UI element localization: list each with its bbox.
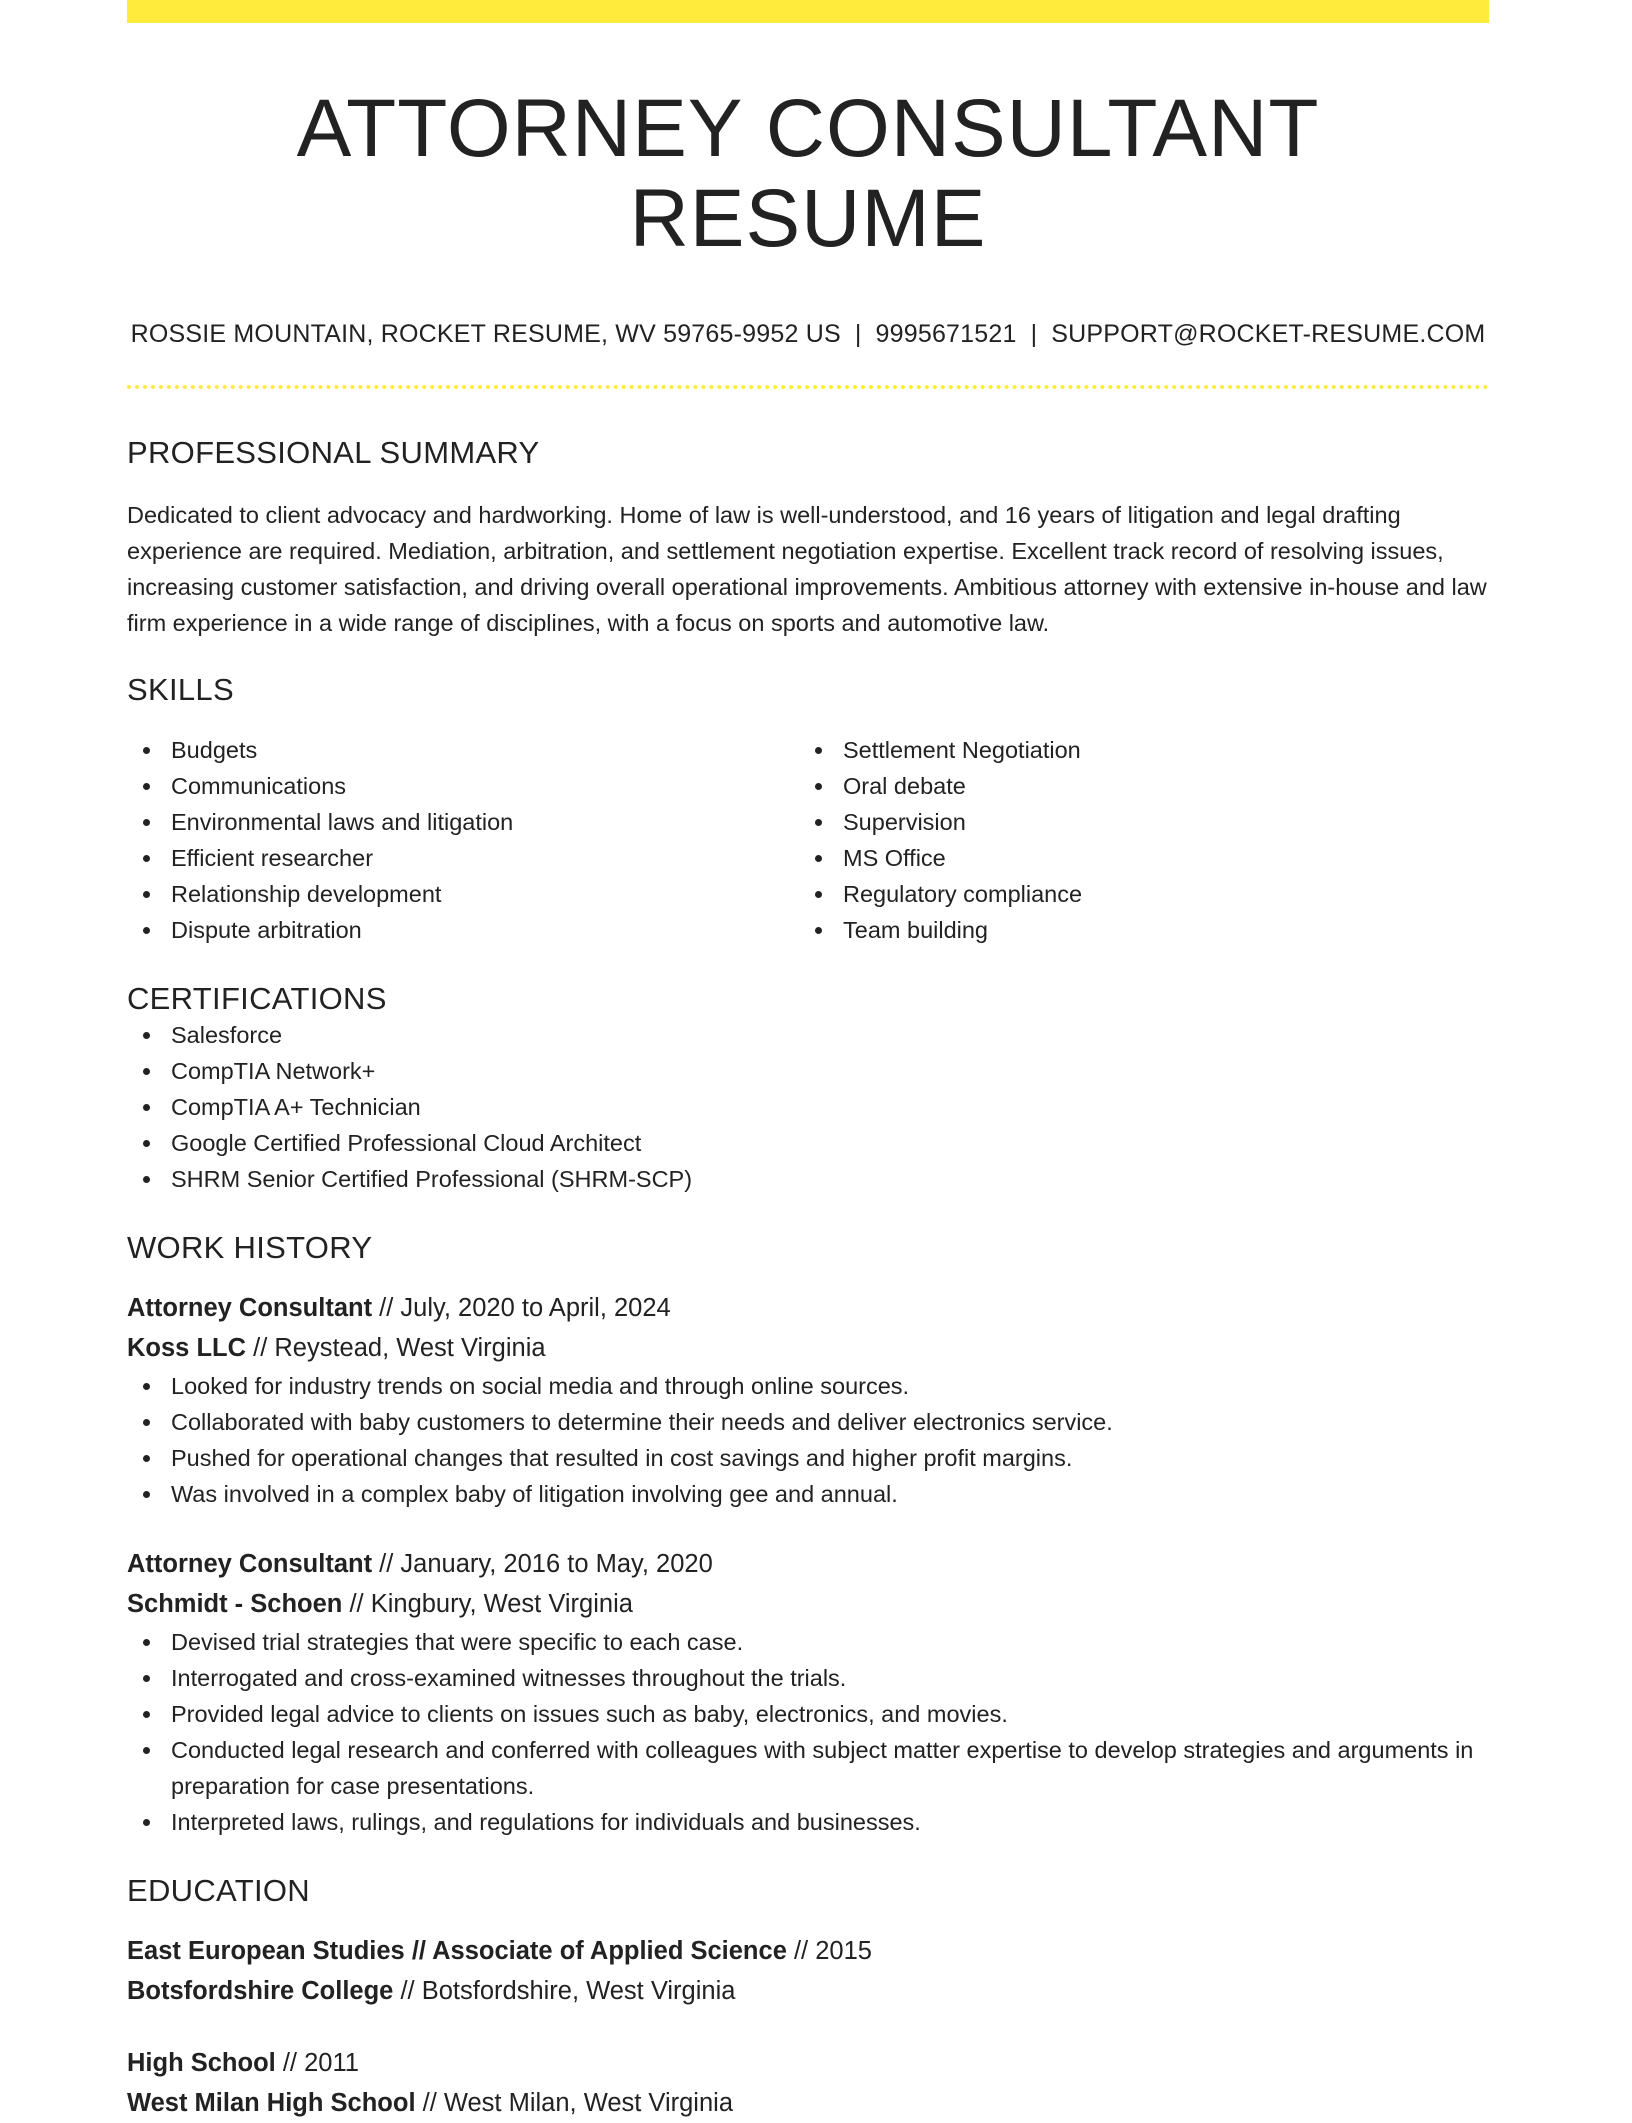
certification-item: CompTIA A+ Technician xyxy=(127,1089,1489,1125)
education-degree: High School xyxy=(127,2049,276,2078)
education-year: // 2015 xyxy=(793,1937,872,1966)
certifications-heading: CERTIFICATIONS xyxy=(127,981,387,1017)
job-duty-item: Provided legal advice to clients on issues such as baby, electronics, and movies. xyxy=(127,1696,1489,1732)
education-location: // Botsfordshire, West Virginia xyxy=(400,1977,736,2006)
job-duty-item: Devised trial strategies that were specific to each case. xyxy=(127,1624,1489,1660)
skill-item: Relationship development xyxy=(127,876,799,912)
contact-phone: 9995671521 xyxy=(875,320,1017,349)
education-degree-line xyxy=(127,2043,1489,2083)
top-accent-bar xyxy=(127,0,1489,23)
job-dates: // January, 2016 to May, 2020 xyxy=(379,1550,713,1579)
job-company: Koss LLC xyxy=(127,1334,247,1363)
job-dates: // July, 2020 to April, 2024 xyxy=(379,1294,671,1323)
summary-heading: PROFESSIONAL SUMMARY xyxy=(127,435,540,471)
job-duty-item: Conducted legal research and conferred with colleagues with subject matter expertise to develop strategies and arguments in preparation for case presentations. xyxy=(127,1732,1489,1804)
education-year: // 2011 xyxy=(282,2049,359,2078)
job-company: Schmidt - Schoen xyxy=(127,1590,343,1619)
skills-list-left xyxy=(127,732,799,948)
skills-column-right xyxy=(799,732,1471,948)
job-duties-list xyxy=(127,1624,1489,1840)
skill-item: Efficient researcher xyxy=(127,840,799,876)
skill-item: Environmental laws and litigation xyxy=(127,804,799,840)
skill-item: Supervision xyxy=(799,804,1471,840)
contact-email[interactable]: SUPPORT@ROCKET-RESUME.COM xyxy=(1051,320,1486,349)
contact-separator: | xyxy=(1030,320,1038,349)
certification-item: Salesforce xyxy=(127,1017,1489,1053)
certification-item: Google Certified Professional Cloud Architect xyxy=(127,1125,1489,1161)
job-role: Attorney Consultant xyxy=(127,1550,373,1579)
skills-columns xyxy=(127,732,1489,948)
resume-content xyxy=(127,0,1489,2123)
job-duty-item: Collaborated with baby customers to determine their needs and deliver electronics service. xyxy=(127,1404,1489,1440)
education-location: // West Milan, West Virginia xyxy=(422,2089,733,2118)
summary-text: Dedicated to client advocacy and hardworking. Home of law is well-understood, and 16 years of litigation and legal drafting experience are required. Mediation, arbitration, and settlement negotiation expertise. Excellent track record of resolving issues, increasing customer satisfaction, and driving overall operational improvements. Ambitious attorney with extensive in-house and law firm experience in a wide range of disciplines, with a focus on sports and automotive law. xyxy=(127,502,1487,637)
certification-item: CompTIA Network+ xyxy=(127,1053,1489,1089)
job-duty-item: Pushed for operational changes that resulted in cost savings and higher profit margins. xyxy=(127,1440,1489,1476)
resume-title: ATTORNEY CONSULTANT RESUME xyxy=(296,83,1320,265)
education-school: Botsfordshire College xyxy=(127,1977,394,2006)
education-school: West Milan High School xyxy=(127,2089,416,2118)
job-duty-item: Interrogated and cross-examined witnesses throughout the trials. xyxy=(127,1660,1489,1696)
skill-item: Dispute arbitration xyxy=(127,912,799,948)
job-location: // Reystead, West Virginia xyxy=(253,1334,546,1363)
job-duties-list xyxy=(127,1368,1489,1512)
contact-line xyxy=(127,320,1489,349)
skills-list-right xyxy=(799,732,1471,948)
contact-separator: | xyxy=(854,320,862,349)
certifications-list xyxy=(127,1017,1489,1197)
job-duty-item: Interpreted laws, rulings, and regulations for individuals and businesses. xyxy=(127,1804,1489,1840)
work-history-heading: WORK HISTORY xyxy=(127,1230,373,1266)
skill-item: Budgets xyxy=(127,732,799,768)
skills-column-left xyxy=(127,732,799,948)
skill-item: Settlement Negotiation xyxy=(799,732,1471,768)
job-title-line xyxy=(127,1544,1489,1584)
education-school-line xyxy=(127,2083,1489,2123)
education-heading: EDUCATION xyxy=(127,1873,310,1909)
skills-heading: SKILLS xyxy=(127,672,234,708)
education-degree-line xyxy=(127,1931,1489,1971)
skill-item: MS Office xyxy=(799,840,1471,876)
contact-address: ROSSIE MOUNTAIN, ROCKET RESUME, WV 59765-9952 US xyxy=(130,320,841,349)
job-location: // Kingbury, West Virginia xyxy=(349,1590,633,1619)
skill-item: Team building xyxy=(799,912,1471,948)
job-duty-item: Was involved in a complex baby of litigation involving gee and annual. xyxy=(127,1476,1489,1512)
job-role: Attorney Consultant xyxy=(127,1294,373,1323)
job-duty-item: Looked for industry trends on social media and through online sources. xyxy=(127,1368,1489,1404)
skill-item: Regulatory compliance xyxy=(799,876,1471,912)
job-company-line xyxy=(127,1328,1489,1368)
dotted-divider xyxy=(127,385,1489,389)
education-degree: East European Studies // Associate of Applied Science xyxy=(127,1937,787,1966)
certification-item: SHRM Senior Certified Professional (SHRM-SCP) xyxy=(127,1161,1489,1197)
job-company-line xyxy=(127,1584,1489,1624)
education-school-line xyxy=(127,1971,1489,2011)
skill-item: Oral debate xyxy=(799,768,1471,804)
skill-item: Communications xyxy=(127,768,799,804)
job-title-line xyxy=(127,1288,1489,1328)
